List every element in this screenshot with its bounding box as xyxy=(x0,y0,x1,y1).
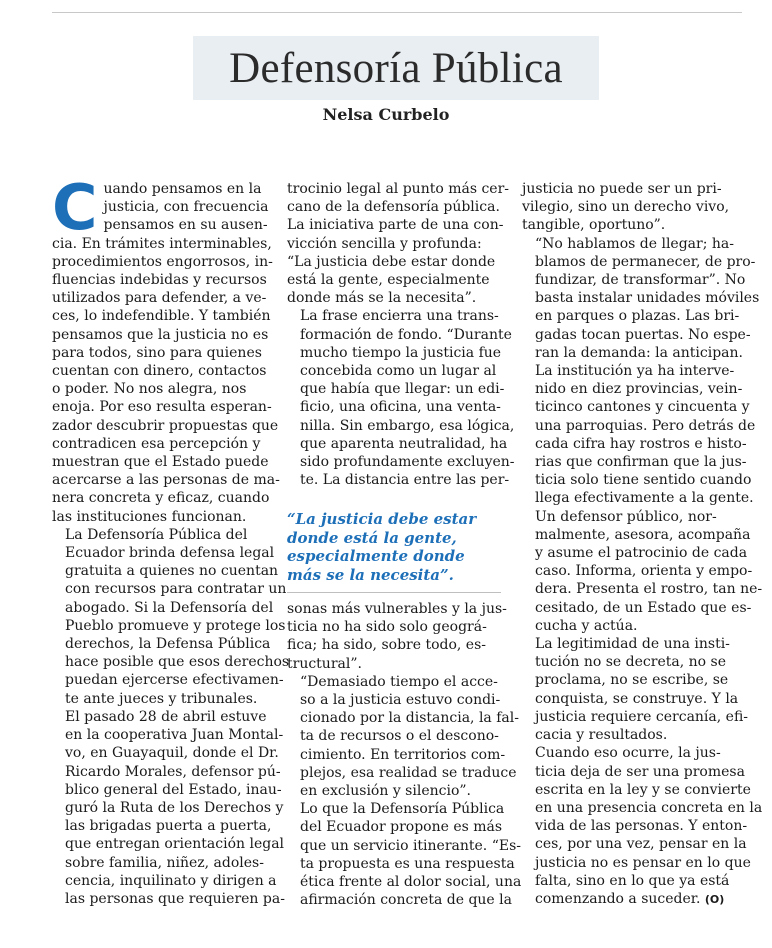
text-line: las personas que requieren pa- xyxy=(65,890,285,907)
text-line: conquista, se construye. Y la xyxy=(535,690,739,707)
text-line: uando pensamos en la xyxy=(103,181,262,197)
text-line: “Demasiado tiempo el acce- xyxy=(300,673,498,690)
text-line: basta instalar unidades móviles xyxy=(535,290,760,307)
pull-quote-line: más se la necesita”. xyxy=(287,565,454,584)
text-line: ces, lo indefendible. Y también xyxy=(52,308,271,325)
text-line: muestran que el Estado puede xyxy=(52,454,269,471)
page-title: Defensoría Pública xyxy=(229,44,563,92)
text-line: dera. Presenta el rostro, tan ne- xyxy=(535,581,763,598)
article-paragraph xyxy=(522,635,749,744)
text-line: fica; ha sido, sobre todo, es- xyxy=(287,637,487,654)
text-line: blico general del Estado, inau- xyxy=(65,781,282,798)
text-line: que aparenta neutralidad, ha xyxy=(300,435,508,452)
text-line: nilla. Sin embargo, esa lógica, xyxy=(300,417,515,434)
article-paragraph xyxy=(287,673,519,800)
text-line: justicia requiere cercanía, efi- xyxy=(535,708,749,725)
text-line: malmente, asesora, acompaña xyxy=(535,526,751,543)
pull-quote-line: donde está la gente, xyxy=(287,528,457,547)
text-line: cucha y actúa. xyxy=(535,617,638,634)
text-line: cesitado, de un Estado que es- xyxy=(535,599,752,616)
text-line: abogado. Si la Defensoría del xyxy=(65,599,274,616)
text-line: cuentan con dinero, contactos xyxy=(52,363,267,380)
text-line: las instituciones funcionan. xyxy=(52,508,247,525)
article-paragraph xyxy=(522,744,763,909)
text-line: gratuita a quienes no cuentan xyxy=(65,563,279,580)
text-line: ta propuesta es una respuesta xyxy=(300,855,515,872)
text-line: una parroquias. Pero detrás de xyxy=(535,417,756,434)
text-line: caso. Informa, orienta y empo- xyxy=(535,563,753,580)
text-line: pensamos que la justicia no es xyxy=(52,326,269,343)
pull-quote xyxy=(287,510,501,584)
pull-quote-line: “La justicia debe estar xyxy=(287,510,477,528)
text-line: acercarse a las personas de ma- xyxy=(52,472,280,489)
text-line: cia. En trámites interminables, xyxy=(52,235,272,252)
text-line xyxy=(522,890,744,909)
text-line: enoja. Por eso resulta esperan- xyxy=(52,399,272,416)
text-line: Ecuador brinda defensa legal xyxy=(65,545,275,562)
article-paragraph xyxy=(522,508,763,635)
text-line: ces, por una vez, pensar en la xyxy=(535,836,747,853)
pull-quote-line: especialmente donde xyxy=(287,547,465,565)
text-line: cada cifra hay rostros e histo- xyxy=(535,435,747,452)
text-line: ticia no ha sido solo geográ- xyxy=(287,619,487,636)
text-line: formación de fondo. “Durante xyxy=(300,326,512,343)
text-line: La iniciativa parte de una con- xyxy=(287,217,504,234)
text-line: en la cooperativa Juan Montal- xyxy=(65,727,284,744)
text-line: tución no se decreta, no se xyxy=(535,654,726,671)
text-line: del Ecuador propone es más xyxy=(300,819,503,836)
text-line: justicia no es pensar en lo que xyxy=(535,854,751,871)
text-line: vida de las personas. Y enton- xyxy=(535,818,748,835)
article-paragraph xyxy=(287,307,515,489)
text-line: contradicen esa percepción y xyxy=(52,435,261,452)
text-line: vilegio, sino un derecho vivo, xyxy=(522,199,730,216)
text-line: zador descubrir propuestas que xyxy=(52,417,279,434)
text-line: llega efectivamente a la gente. xyxy=(535,490,754,507)
text-line: ran la demanda: la anticipan. xyxy=(535,344,743,361)
text-line: cimiento. En territorios com- xyxy=(300,746,506,763)
text-line: justicia no puede ser un pri- xyxy=(522,181,722,197)
text-line: blamos de permanecer, de pro- xyxy=(535,253,756,270)
drop-cap: C xyxy=(52,171,98,244)
text-line: guró la Ruta de los Derechos y xyxy=(65,799,284,816)
text-line: trocinio legal al punto más cer- xyxy=(287,181,510,197)
text-line: cacia y resultados. xyxy=(535,727,668,744)
text-line: fundizar, de transformar”. No xyxy=(535,272,746,289)
column-2-bottom xyxy=(287,600,522,909)
top-rule xyxy=(52,12,742,13)
article-paragraph xyxy=(522,362,756,508)
text-line: hace posible que esos derechos xyxy=(65,654,290,671)
text-line: pensamos en su ausen- xyxy=(103,217,268,234)
text-line: con recursos para contratar un xyxy=(65,581,287,598)
text-line: proclama, no se escribe, se xyxy=(535,672,729,689)
text-line: fluencias indebidas y recursos xyxy=(52,272,267,289)
text-line: tructural”. xyxy=(287,655,362,672)
column-3 xyxy=(522,180,763,909)
text-line: ética frente al dolor social, una xyxy=(300,874,522,891)
text-line: procedimientos engorrosos, in- xyxy=(52,253,273,270)
text-line: gadas tocan puertas. No espe- xyxy=(535,326,751,343)
text-line: La institución ya ha interve- xyxy=(535,363,735,380)
text-line: está la gente, especialmente xyxy=(287,272,490,289)
text-line: ficio, una oficina, una venta- xyxy=(300,399,501,416)
text-line: en exclusión y silencio”. xyxy=(300,783,471,800)
text-line: afirmación concreta de que la xyxy=(300,892,512,909)
column-2-top xyxy=(287,180,515,489)
text-line: sonas más vulnerables y la jus- xyxy=(287,601,507,617)
author-byline: Nelsa Curbelo xyxy=(322,105,450,124)
text-line: Ricardo Morales, defensor pú- xyxy=(65,763,281,780)
text-line: justicia, con frecuencia xyxy=(103,199,269,216)
text-line: ta de recursos o el descono- xyxy=(300,728,499,745)
text-line: cencia, inquilinato y dirigen a xyxy=(65,872,277,889)
text-line: ticia solo tiene sentido cuando xyxy=(535,472,752,489)
text-line: comenzando a suceder. xyxy=(535,890,701,907)
article-paragraph xyxy=(287,180,510,307)
text-line: concebida como un lugar al xyxy=(300,363,497,380)
text-line: tangible, oportuno”. xyxy=(522,217,666,234)
column-1 xyxy=(52,171,290,908)
text-line: “No hablamos de llegar; ha- xyxy=(535,235,734,252)
text-line: ticinco cantones y cincuenta y xyxy=(535,399,750,416)
text-line: Cuando eso ocurre, la jus- xyxy=(535,745,721,762)
pull-quote-divider xyxy=(287,592,501,593)
article-paragraph xyxy=(522,235,760,362)
text-line: falta, sino en lo que ya está xyxy=(535,872,730,889)
text-line: te. La distancia entre las per- xyxy=(300,472,510,489)
text-line: te ante jueces y tribunales. xyxy=(65,690,258,707)
text-line: las brigadas puerta a puerta, xyxy=(65,818,272,835)
text-line: puedan ejercerse efectivamen- xyxy=(65,672,284,689)
text-line: cano de la defensoría pública. xyxy=(287,199,500,216)
text-line: Un defensor público, nor- xyxy=(535,508,717,525)
text-line: vo, en Guayaquil, donde el Dr. xyxy=(65,745,279,762)
text-line: en una presencia concreta en la xyxy=(535,799,763,816)
text-line: Lo que la Defensoría Pública xyxy=(300,801,505,818)
text-line: que entregan orientación legal xyxy=(65,836,285,853)
text-line: para todos, sino para quienes xyxy=(52,344,262,361)
text-line: La Defensoría Pública del xyxy=(65,526,248,543)
text-line: La legitimidad de una insti- xyxy=(535,636,730,653)
text-line: o poder. No nos alegra, nos xyxy=(52,381,247,398)
text-line: “La justicia debe estar donde xyxy=(287,253,496,270)
text-line: en parques o plazas. Las bri- xyxy=(535,308,740,325)
text-line: so a la justicia estuvo condi- xyxy=(300,692,501,709)
text-line: y asume el patrocinio de cada xyxy=(535,545,748,562)
text-line: escrita en la ley y se convierte xyxy=(535,781,751,798)
text-line: rias que confirman que la jus- xyxy=(535,454,747,471)
text-line: Pueblo promueve y protege los xyxy=(65,617,286,634)
text-line: que un servicio itinerante. “Es- xyxy=(300,837,521,854)
text-line: nera concreta y eficaz, cuando xyxy=(52,490,270,507)
end-mark: (O) xyxy=(704,892,725,906)
text-line: La frase encierra una trans- xyxy=(300,308,499,325)
article-paragraph xyxy=(287,800,522,909)
article-paragraph xyxy=(52,708,285,908)
article-paragraph xyxy=(52,526,290,708)
text-line: que había que llegar: un edi- xyxy=(300,381,505,398)
text-line: sido profundamente excluyen- xyxy=(300,454,515,471)
text-line: mucho tiempo la justicia fue xyxy=(300,344,502,361)
text-line: vicción sencilla y profunda: xyxy=(287,235,482,252)
text-line: cionado por la distancia, la fal- xyxy=(300,710,519,727)
article-paragraph xyxy=(287,600,507,673)
text-line: sobre familia, niñez, adoles- xyxy=(65,854,264,871)
text-line: nido en diez provincias, vein- xyxy=(535,381,743,398)
text-line: ticia deja de ser una promesa xyxy=(535,763,745,780)
article-paragraph xyxy=(522,180,744,235)
text-line: El pasado 28 de abril estuve xyxy=(65,708,267,725)
text-line: donde más se la necesita”. xyxy=(287,290,477,307)
text-line: utilizados para defender, a ve- xyxy=(52,290,267,307)
text-line: plejos, esa realidad se traduce xyxy=(300,764,517,781)
text-line: derechos, la Defensa Pública xyxy=(65,636,271,653)
title-banner xyxy=(193,36,599,100)
